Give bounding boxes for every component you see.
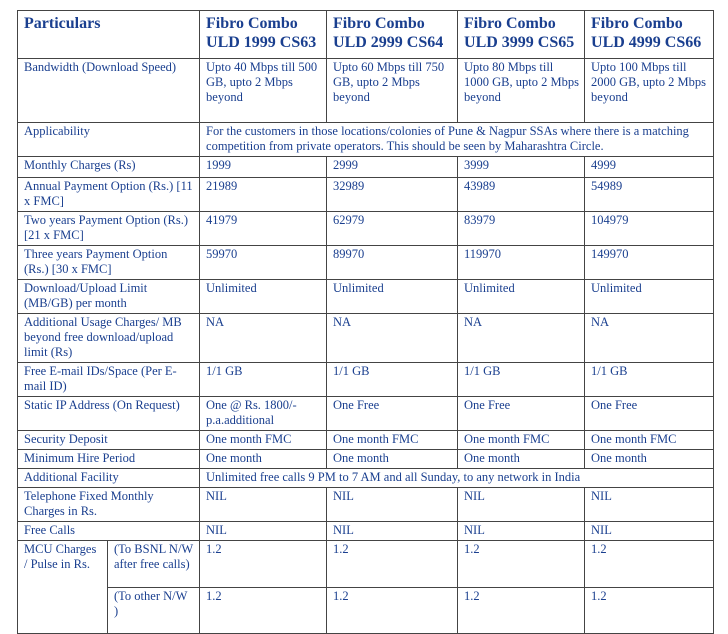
row-free-calls bbox=[18, 522, 714, 541]
cell: 2999 bbox=[327, 157, 458, 178]
row-label: Minimum Hire Period bbox=[18, 450, 200, 469]
plan-header-3: Fibro Combo ULD 3999 CS65 bbox=[458, 11, 585, 59]
cell: NIL bbox=[327, 522, 458, 541]
row-label: Monthly Charges (Rs) bbox=[18, 157, 200, 178]
row-telephone bbox=[18, 488, 714, 522]
cell: 1.2 bbox=[458, 588, 585, 634]
row-label: Security Deposit bbox=[18, 431, 200, 450]
row-annual bbox=[18, 178, 714, 212]
cell: 1/1 GB bbox=[585, 363, 714, 397]
row-three-years bbox=[18, 246, 714, 280]
cell: 1/1 GB bbox=[200, 363, 327, 397]
row-label: Free Calls bbox=[18, 522, 200, 541]
cell: 104979 bbox=[585, 212, 714, 246]
cell: 1.2 bbox=[327, 588, 458, 634]
row-label: Free E-mail IDs/Space (Per E-mail ID) bbox=[18, 363, 200, 397]
cell: 54989 bbox=[585, 178, 714, 212]
cell-merged: Unlimited free calls 9 PM to 7 AM and all Sunday, to any network in India bbox=[200, 469, 714, 488]
row-label: Additional Facility bbox=[18, 469, 200, 488]
cell: 32989 bbox=[327, 178, 458, 212]
cell: One month bbox=[200, 450, 327, 469]
cell: One Free bbox=[458, 397, 585, 431]
cell: One Free bbox=[585, 397, 714, 431]
cell: 43989 bbox=[458, 178, 585, 212]
row-additional-usage bbox=[18, 314, 714, 363]
cell: NA bbox=[458, 314, 585, 363]
sub-label: (To BSNL N/W after free calls) bbox=[108, 541, 200, 588]
cell: NIL bbox=[200, 522, 327, 541]
cell: Unlimited bbox=[585, 280, 714, 314]
row-label: Annual Payment Option (Rs.) [11 x FMC] bbox=[18, 178, 200, 212]
cell: 1.2 bbox=[585, 588, 714, 634]
cell: 1/1 GB bbox=[458, 363, 585, 397]
row-applicability bbox=[18, 123, 714, 157]
sub-label: (To other N/W ) bbox=[108, 588, 200, 634]
cell: 3999 bbox=[458, 157, 585, 178]
row-label: Additional Usage Charges/ MB beyond free download/upload limit (Rs) bbox=[18, 314, 200, 363]
row-bandwidth bbox=[18, 59, 714, 123]
row-static-ip bbox=[18, 397, 714, 431]
plan-header-2: Fibro Combo ULD 2999 CS64 bbox=[327, 11, 458, 59]
cell: 1.2 bbox=[585, 541, 714, 588]
cell: NA bbox=[200, 314, 327, 363]
cell: NIL bbox=[458, 488, 585, 522]
row-security bbox=[18, 431, 714, 450]
row-label: Three years Payment Option (Rs.) [30 x FMC] bbox=[18, 246, 200, 280]
cell: 149970 bbox=[585, 246, 714, 280]
cell: NIL bbox=[200, 488, 327, 522]
cell: NIL bbox=[327, 488, 458, 522]
cell: One month FMC bbox=[585, 431, 714, 450]
cell: 1.2 bbox=[327, 541, 458, 588]
cell: 1.2 bbox=[200, 588, 327, 634]
cell-merged: For the customers in those locations/colonies of Pune & Nagpur SSAs where there is a matching competition from private operators. This should be seen by Maharashtra Circle. bbox=[200, 123, 714, 157]
row-label: MCU Charges / Pulse in Rs. bbox=[18, 541, 108, 634]
row-mcu-bsnl bbox=[18, 541, 714, 588]
row-email bbox=[18, 363, 714, 397]
cell: 41979 bbox=[200, 212, 327, 246]
cell: NIL bbox=[585, 488, 714, 522]
cell: One @ Rs. 1800/- p.a.additional bbox=[200, 397, 327, 431]
cell: NA bbox=[327, 314, 458, 363]
cell: 89970 bbox=[327, 246, 458, 280]
cell: NA bbox=[585, 314, 714, 363]
plan-header-4: Fibro Combo ULD 4999 CS66 bbox=[585, 11, 714, 59]
cell: Upto 80 Mbps till 1000 GB, upto 2 Mbps beyond bbox=[458, 59, 585, 123]
cell: 59970 bbox=[200, 246, 327, 280]
cell: One Free bbox=[327, 397, 458, 431]
cell: 1999 bbox=[200, 157, 327, 178]
cell: 4999 bbox=[585, 157, 714, 178]
cell: NIL bbox=[458, 522, 585, 541]
cell: One month FMC bbox=[327, 431, 458, 450]
row-label: Bandwidth (Download Speed) bbox=[18, 59, 200, 123]
cell: Upto 40 Mbps till 500 GB, upto 2 Mbps beyond bbox=[200, 59, 327, 123]
row-label: Telephone Fixed Monthly Charges in Rs. bbox=[18, 488, 200, 522]
row-two-years bbox=[18, 212, 714, 246]
row-label: Download/Upload Limit (MB/GB) per month bbox=[18, 280, 200, 314]
row-monthly bbox=[18, 157, 714, 178]
cell: One month bbox=[327, 450, 458, 469]
cell: 1/1 GB bbox=[327, 363, 458, 397]
cell: 119970 bbox=[458, 246, 585, 280]
row-facility bbox=[18, 469, 714, 488]
cell: One month bbox=[585, 450, 714, 469]
cell: 1.2 bbox=[458, 541, 585, 588]
row-label: Applicability bbox=[18, 123, 200, 157]
plan-header-1: Fibro Combo ULD 1999 CS63 bbox=[200, 11, 327, 59]
tariff-table bbox=[17, 10, 714, 634]
cell: NIL bbox=[585, 522, 714, 541]
row-limit bbox=[18, 280, 714, 314]
particulars-header: Particulars bbox=[18, 11, 200, 59]
cell: One month bbox=[458, 450, 585, 469]
cell: One month FMC bbox=[200, 431, 327, 450]
cell: Upto 100 Mbps till 2000 GB, upto 2 Mbps beyond bbox=[585, 59, 714, 123]
cell: 1.2 bbox=[200, 541, 327, 588]
cell: Unlimited bbox=[200, 280, 327, 314]
row-label: Static IP Address (On Request) bbox=[18, 397, 200, 431]
cell: Upto 60 Mbps till 750 GB, upto 2 Mbps beyond bbox=[327, 59, 458, 123]
cell: 21989 bbox=[200, 178, 327, 212]
row-hire bbox=[18, 450, 714, 469]
header-row bbox=[18, 11, 714, 59]
cell: 83979 bbox=[458, 212, 585, 246]
cell: 62979 bbox=[327, 212, 458, 246]
cell: Unlimited bbox=[458, 280, 585, 314]
cell: Unlimited bbox=[327, 280, 458, 314]
cell: One month FMC bbox=[458, 431, 585, 450]
row-label: Two years Payment Option (Rs.) [21 x FMC] bbox=[18, 212, 200, 246]
